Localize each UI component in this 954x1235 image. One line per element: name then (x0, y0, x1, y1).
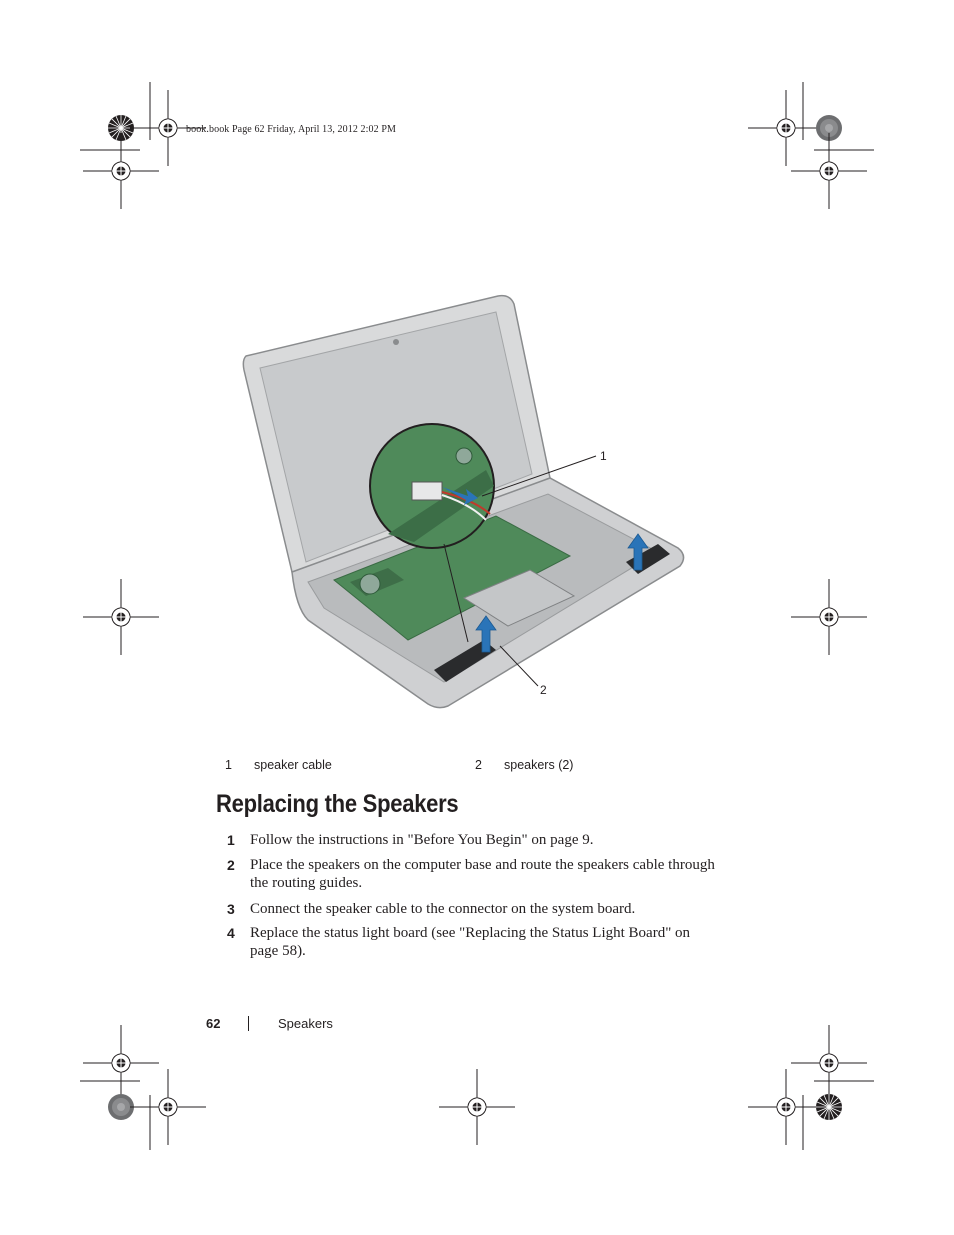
step-text: Replace the status light board (see "Replacing the Status Light Board" on page 58). (250, 925, 691, 959)
callout-2: 2 (540, 683, 547, 697)
step-number: 3 (227, 901, 235, 917)
section-heading: Replacing the Speakers (216, 790, 459, 818)
caption-label: speaker cable (254, 758, 332, 772)
caption-number: 2 (475, 758, 482, 772)
step-text: Follow the instructions in "Before You Begin" on page 9. (250, 832, 594, 848)
step-text: Place the speakers on the computer base and route the speakers cable through the routing guides. (250, 857, 715, 891)
step-number: 1 (227, 832, 235, 848)
callout-1: 1 (600, 449, 607, 463)
page-number: 62 (206, 1016, 221, 1031)
laptop-speaker-illustration (238, 290, 698, 710)
caption-number: 1 (225, 758, 232, 772)
step-text: Connect the speaker cable to the connector on the system board. (250, 901, 636, 917)
print-slug: book.book Page 62 Friday, April 13, 2012 2:02 PM (186, 124, 396, 135)
footer-section-title: Speakers (278, 1016, 333, 1031)
step-number: 4 (227, 925, 235, 941)
footer-separator (248, 1016, 249, 1031)
step-number: 2 (227, 857, 235, 873)
caption-label: speakers (2) (504, 758, 574, 772)
